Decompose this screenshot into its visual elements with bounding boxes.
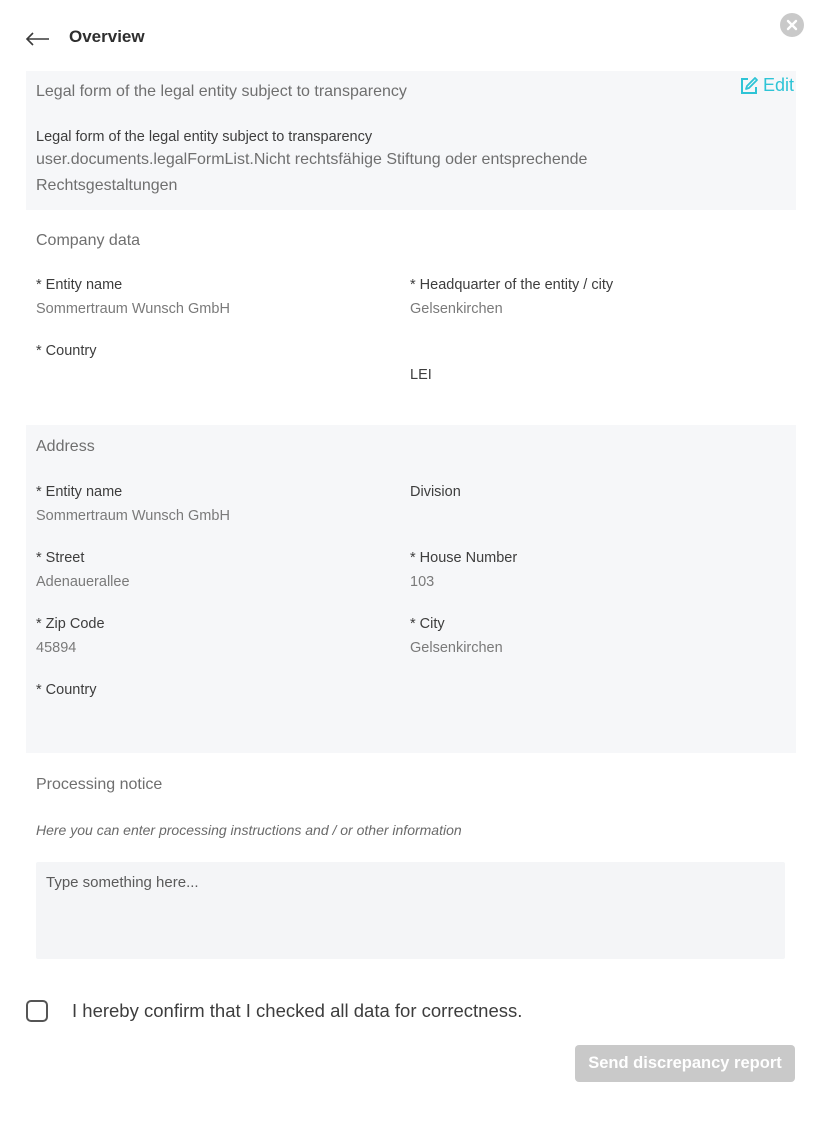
address-city-value: Gelsenkirchen bbox=[410, 640, 503, 656]
company-lei-label: LEI bbox=[410, 367, 432, 383]
company-hq-label: * Headquarter of the entity / city bbox=[410, 277, 614, 293]
close-icon bbox=[780, 13, 804, 37]
confirm-checkbox[interactable] bbox=[26, 1000, 48, 1022]
company-entity-name-value: Sommertraum Wunsch GmbH bbox=[36, 301, 230, 317]
company-data-section bbox=[26, 212, 796, 424]
edit-icon bbox=[739, 76, 759, 96]
company-entity-name-label: * Entity name bbox=[36, 277, 123, 293]
legal-form-section bbox=[26, 71, 796, 210]
address-title: Address bbox=[36, 438, 95, 455]
back-arrow-icon bbox=[24, 24, 52, 52]
address-entity-name-label: * Entity name bbox=[36, 484, 123, 500]
processing-notice-hint: Here you can enter processing instructions and / or other information bbox=[36, 822, 462, 838]
edit-label: Edit bbox=[762, 75, 794, 95]
legal-form-section-title: Legal form of the legal entity subject to transparency bbox=[36, 83, 407, 100]
address-zip-label: * Zip Code bbox=[36, 616, 105, 632]
processing-notice-input[interactable] bbox=[36, 862, 785, 959]
legal-form-label: Legal form of the legal entity subject to transparency bbox=[36, 129, 373, 145]
edit-button[interactable] bbox=[739, 75, 794, 96]
address-house-number-label: * House Number bbox=[410, 550, 518, 566]
address-house-number-value: 103 bbox=[410, 574, 435, 590]
company-data-title: Company data bbox=[36, 232, 141, 249]
page-title: Overview bbox=[69, 27, 145, 46]
company-country-label: * Country bbox=[36, 343, 97, 359]
close-button[interactable] bbox=[780, 13, 804, 37]
company-hq-value: Gelsenkirchen bbox=[410, 301, 503, 317]
address-street-value: Adenauerallee bbox=[36, 574, 130, 590]
processing-notice-title: Processing notice bbox=[36, 776, 163, 793]
address-country-label: * Country bbox=[36, 682, 97, 698]
send-discrepancy-report-button[interactable]: Send discrepancy report bbox=[575, 1045, 795, 1082]
header bbox=[0, 0, 820, 70]
back-button[interactable] bbox=[24, 24, 52, 52]
address-street-label: * Street bbox=[36, 550, 85, 566]
address-division-label: Division bbox=[410, 484, 461, 500]
legal-form-value: user.documents.legalFormList.Nicht rechtsfähige Stiftung oder entsprechende Rechtsgestaltungen bbox=[36, 151, 588, 194]
address-city-label: * City bbox=[410, 616, 445, 632]
confirm-label: I hereby confirm that I checked all data for correctness. bbox=[72, 1000, 523, 1021]
address-entity-name-value: Sommertraum Wunsch GmbH bbox=[36, 508, 230, 524]
address-section bbox=[26, 425, 796, 753]
address-zip-value: 45894 bbox=[36, 640, 77, 656]
